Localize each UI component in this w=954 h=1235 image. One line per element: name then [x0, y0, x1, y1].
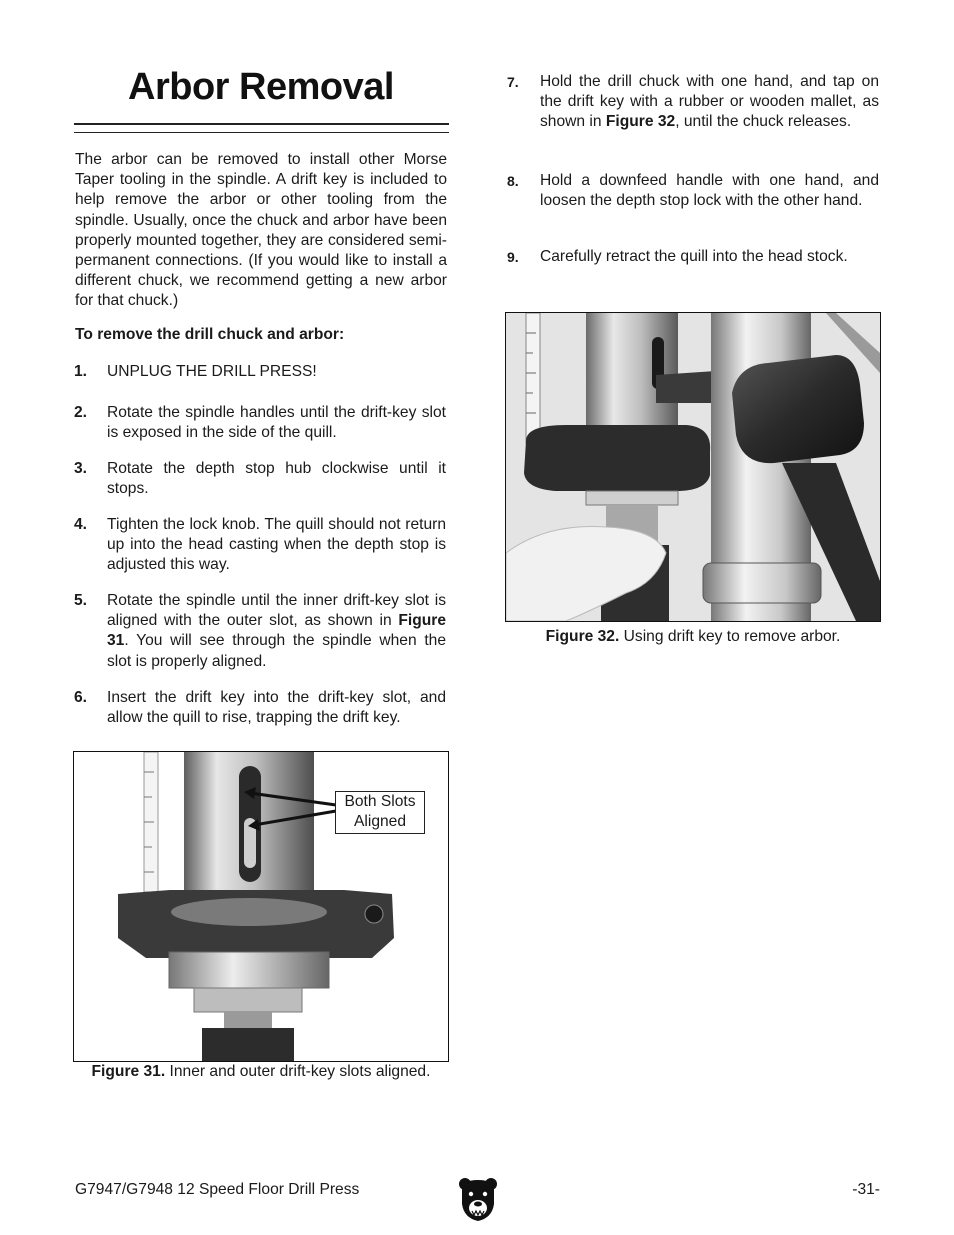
procedure-heading: To remove the drill chuck and arbor: — [75, 326, 345, 343]
step-text: Rotate the depth stop hub clockwise until it stops. — [107, 460, 446, 498]
figure-reference: Figure 31 — [107, 612, 446, 650]
intro-paragraph: The arbor can be removed to install other Morse Taper tooling in the spindle. A drift key is included to help remove the arbor or other tooling from the spindle. Usually, once the chuck and arbor have been properly mounted together, they are considered semi-permanent connections. (If you would like to install a different chuck, we recommend getting a new arbor for that chuck.) — [75, 151, 447, 310]
step-number: 2. — [74, 404, 88, 421]
step-number: 3. — [74, 460, 88, 477]
caption-label: Figure 31. — [91, 1063, 166, 1080]
title-rule-bottom — [74, 132, 449, 133]
step-number: 4. — [74, 516, 88, 533]
step-number: 6. — [74, 689, 88, 706]
callout-arrows — [240, 781, 340, 851]
step-text: UNPLUG THE DRILL PRESS! — [107, 363, 317, 380]
step-text: Hold the drill chuck with one hand, and tap on the drift key with a rubber or wooden mallet, as shown in Figure 32, until the chuck releases. — [540, 73, 879, 131]
page-title: Arbor Removal — [128, 66, 394, 108]
step-text: Hold a downfeed handle with one hand, and loosen the depth stop lock with the other hand. — [540, 172, 879, 210]
step-number: 9. — [507, 249, 519, 265]
step-text: Tighten the lock knob. The quill should not return up into the head casting when the depth stop is adjusted this way. — [107, 516, 446, 574]
step-7 — [507, 72, 881, 152]
step-4 — [74, 515, 448, 595]
footer-model: G7947/G7948 12 Speed Floor Drill Press — [75, 1181, 360, 1198]
figure-32-photo — [505, 312, 881, 622]
step-number: 8. — [507, 173, 519, 189]
step-5 — [74, 591, 448, 671]
step-text: Insert the drift key into the drift-key slot, and allow the quill to rise, trapping the drift key. — [107, 689, 446, 727]
step-8 — [507, 171, 881, 251]
page-number: -31- — [852, 1181, 880, 1198]
slots-aligned-callout: Both Slots Aligned — [335, 791, 425, 834]
figure-32-caption: Figure 32. Using drift key to remove arbor. — [545, 628, 841, 645]
step-number: 7. — [507, 74, 519, 90]
step-text: Rotate the spindle until the inner drift-key slot is aligned with the outer slot, as shown in Figure 31. You will see through the spindle when the slot is properly aligned. — [107, 592, 446, 670]
caption-label: Figure 32. — [545, 628, 620, 645]
step-text: Rotate the spindle handles until the drift-key slot is exposed in the side of the quill. — [107, 404, 446, 442]
figure-reference: Figure 32 — [605, 113, 676, 131]
step-number: 5. — [74, 592, 88, 609]
step-number: 1. — [74, 363, 88, 380]
figure-31-caption: Figure 31. Inner and outer drift-key slots aligned. — [91, 1063, 431, 1080]
title-rule-top — [74, 123, 449, 125]
bear-head-icon — [458, 1176, 498, 1222]
step-text: Carefully retract the quill into the head stock. — [540, 248, 848, 265]
